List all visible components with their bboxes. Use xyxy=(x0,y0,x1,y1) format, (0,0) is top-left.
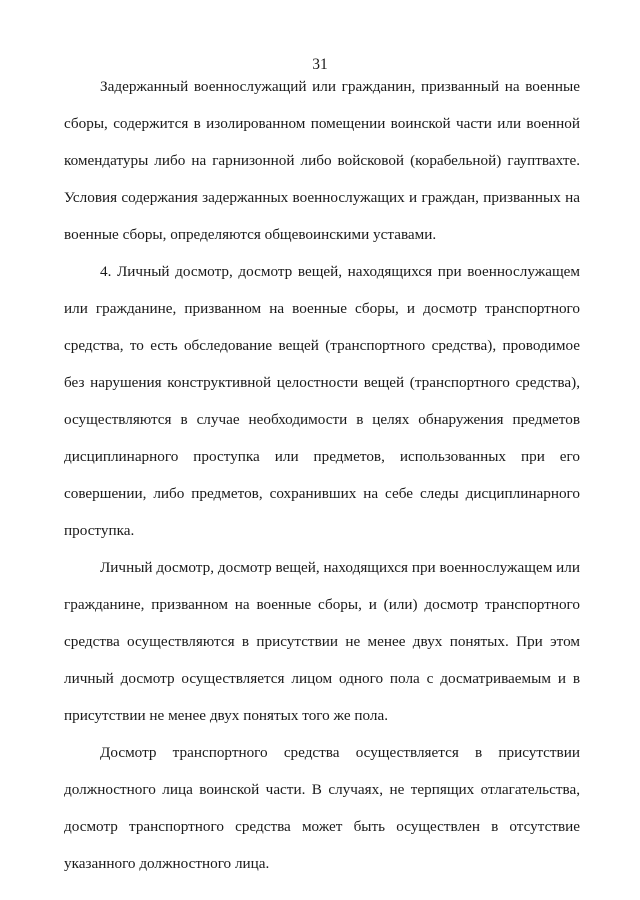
text-line: должностного лица воинской части. В случаях, не терпящих отлагательства, xyxy=(64,781,580,798)
text-line: комендатуры либо на гарнизонной либо войсковой (корабельной) гауптвахте. xyxy=(64,152,580,169)
text-line: Условия содержания задержанных военнослужащих и граждан, призванных на xyxy=(64,189,580,206)
text-line: дисциплинарного проступка или предметов, использованных при его xyxy=(64,448,580,465)
text-line: присутствии не менее двух понятых того же пола. xyxy=(64,707,389,724)
page-number: 31 xyxy=(312,56,328,73)
text-line: военные сборы, определяются общевоинскими уставами. xyxy=(64,226,437,243)
text-line: осуществляются в случае необходимости в целях обнаружения предметов xyxy=(64,411,580,428)
text-line: Личный досмотр, досмотр вещей, находящихся при военнослужащем или xyxy=(100,559,580,576)
text-line: без нарушения конструктивной целостности вещей (транспортного средства), xyxy=(64,374,580,391)
text-line: средства, то есть обследование вещей (транспортного средства), проводимое xyxy=(64,337,580,354)
text-line: или гражданине, призванном на военные сборы, и досмотр транспортного xyxy=(64,300,580,317)
text-line: досмотр транспортного средства может быть осуществлен в отсутствие xyxy=(64,818,580,835)
text-line: сборы, содержится в изолированном помещении воинской части или военной xyxy=(64,115,580,132)
text-line: личный досмотр осуществляется лицом одного пола с досматриваемым и в xyxy=(64,670,580,687)
text-line: совершении, либо предметов, сохранивших на себе следы дисциплинарного xyxy=(64,485,580,502)
text-line: 4. Личный досмотр, досмотр вещей, находящихся при военнослужащем xyxy=(100,263,580,280)
text-line: Задержанный военнослужащий или гражданин, призванный на военные xyxy=(100,78,580,95)
text-line: указанного должностного лица. xyxy=(64,855,270,872)
text-line: средства осуществляются в присутствии не менее двух понятых. При этом xyxy=(64,633,580,650)
text-line: проступка. xyxy=(64,522,135,539)
text-line: гражданине, призванном на военные сборы, и (или) досмотр транспортного xyxy=(64,596,580,613)
text-line: Досмотр транспортного средства осуществляется в присутствии xyxy=(100,744,580,761)
